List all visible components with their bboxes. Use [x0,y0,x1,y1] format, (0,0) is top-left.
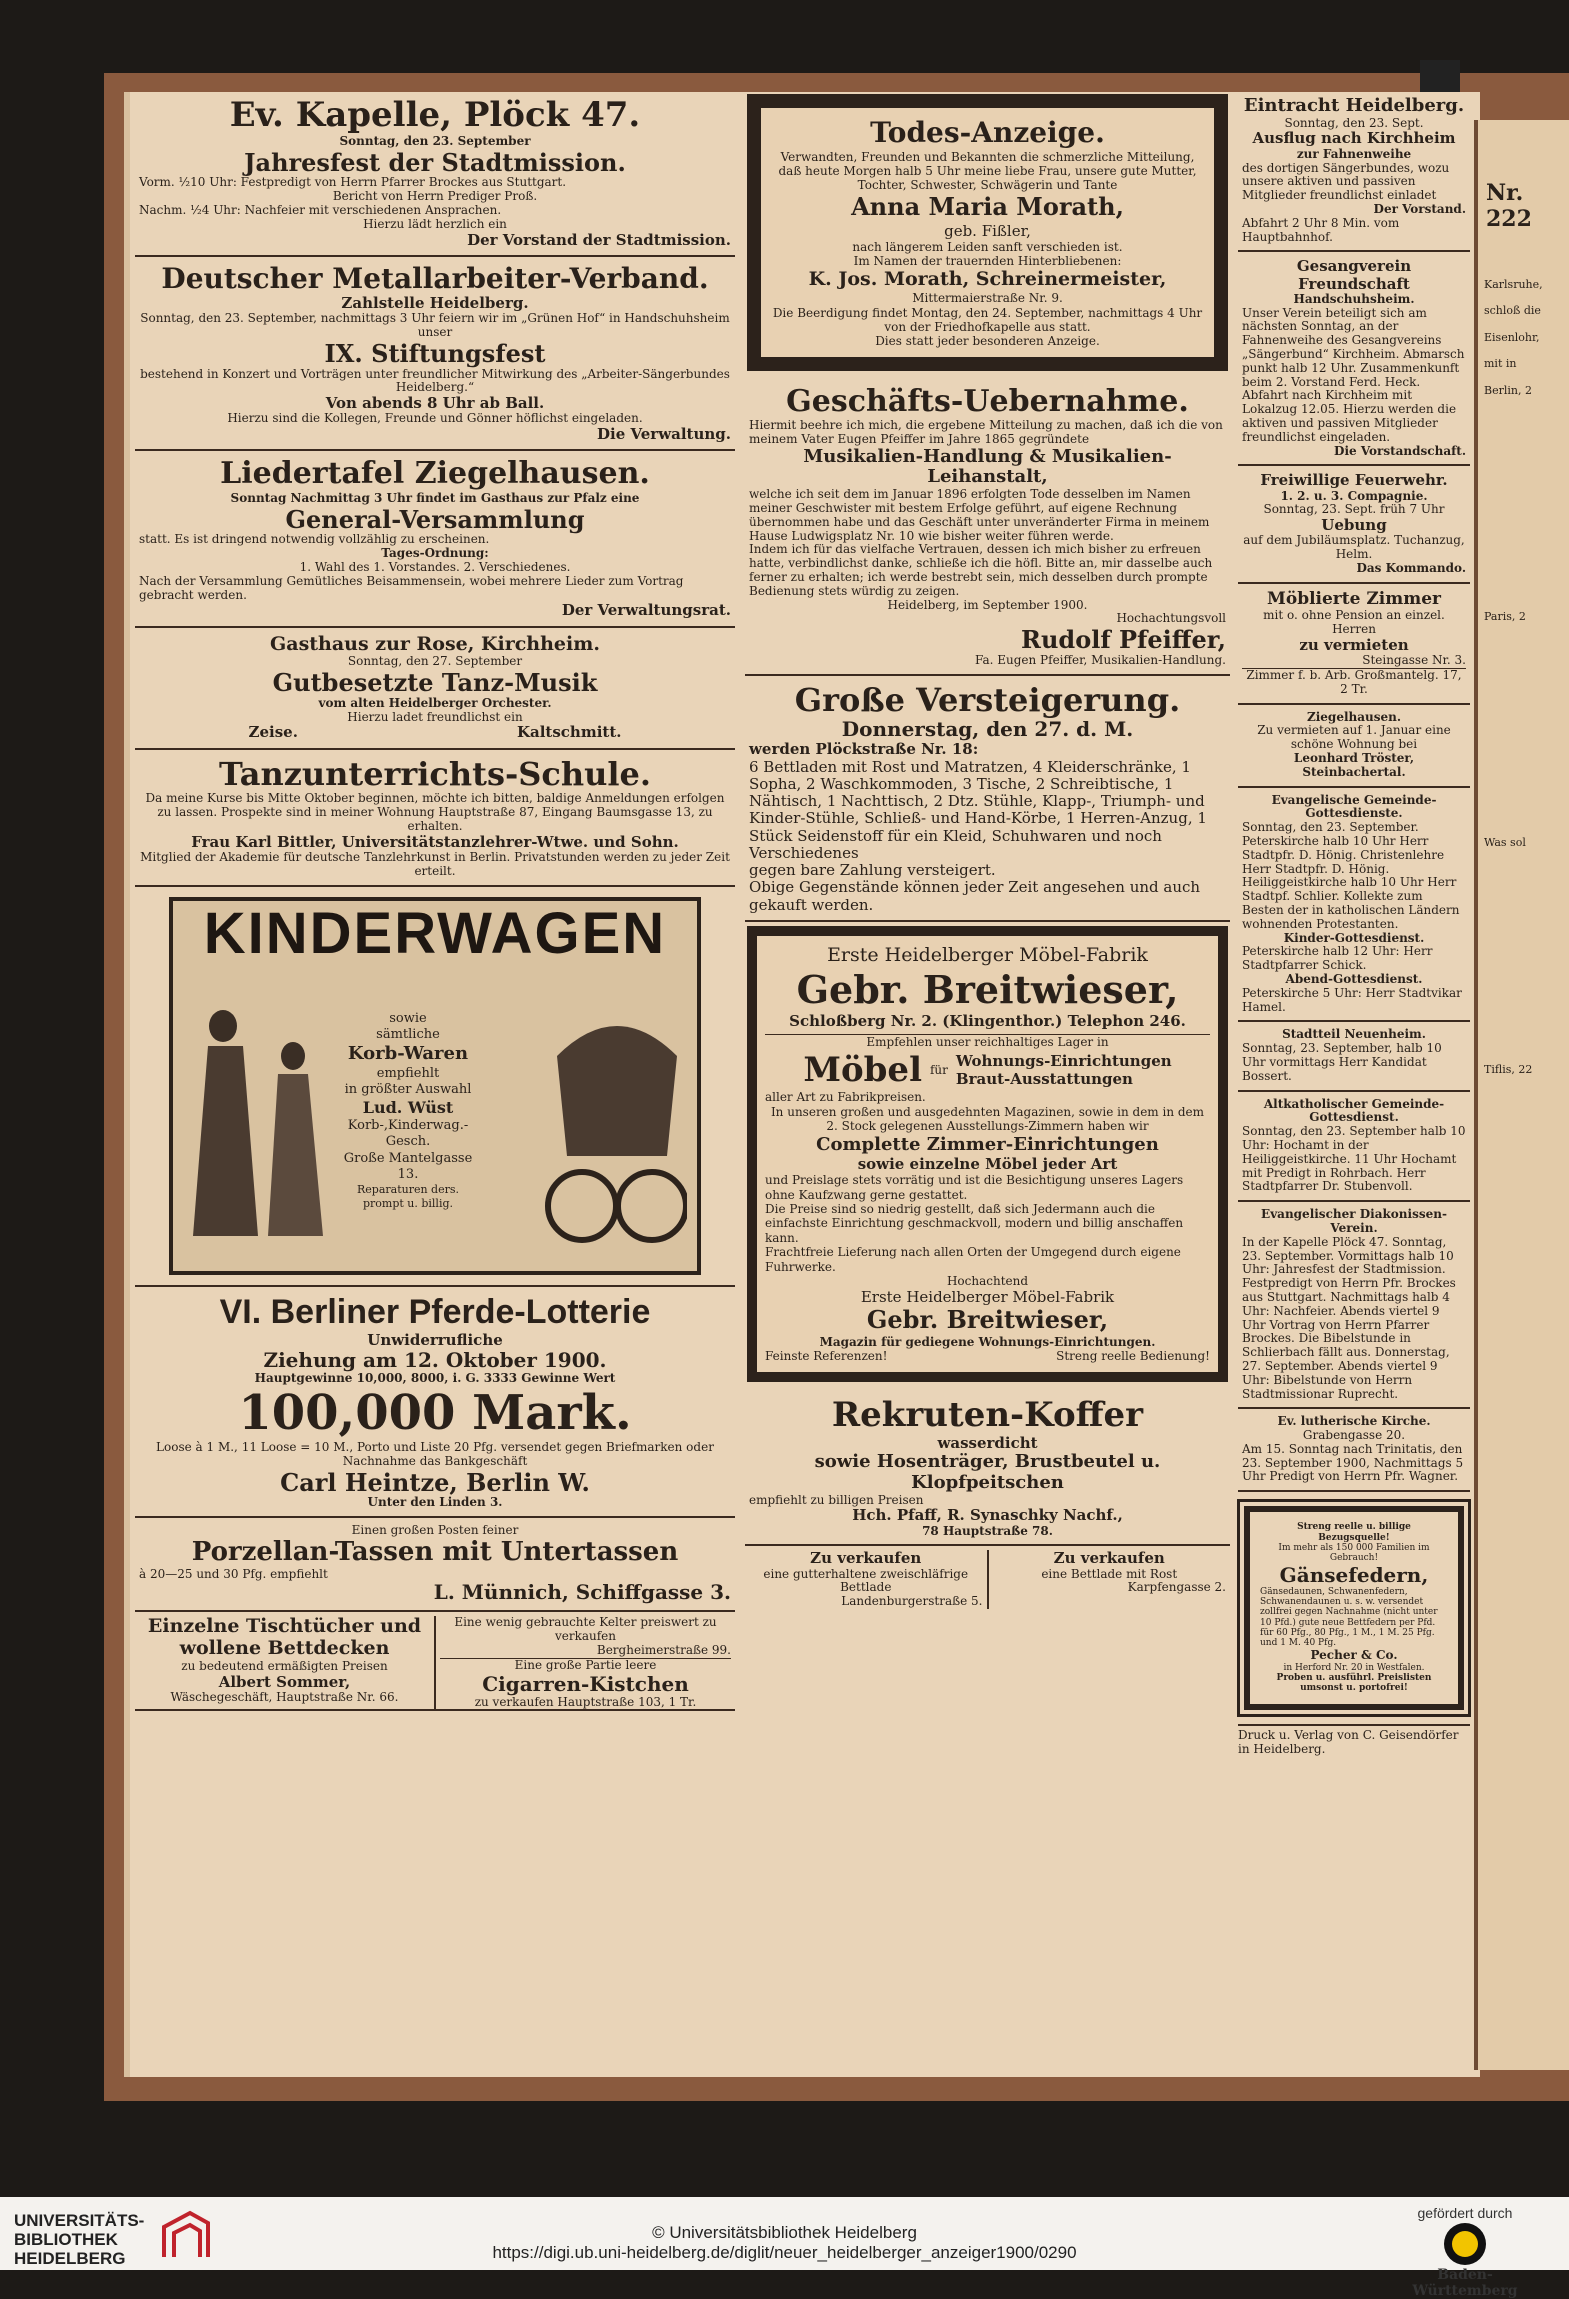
ad-zimmer: Möblierte Zimmer mit o. ohne Pension an einzel. Herren zu vermieten Steingasse Nr. 3. Zimmer f. b. Arb. Großmantelg. 17, 2 Tr. [1238,584,1470,705]
column-3 [1238,90,1470,1756]
ad-row-verkauf [745,1546,1230,1609]
ub-logo-text[interactable]: UNIVERSITÄTS- BIBLIOTHEK HEIDELBERG [14,2211,145,2269]
permalink[interactable]: https://digi.ub.uni-heidelberg.de/diglit/neuer_heidelberger_anzeiger1900/0290 [492,2243,1077,2263]
ad-tanzschule: Tanzunterrichts-Schule. Da meine Kurse bis Mitte Oktober beginnen, möchte ich bitten, baldige Anmeldungen erfolgen zu lassen. Prospekte sind in meiner Wohnung Hauptstraße 87, Eingang Baumsgasse 13, zu erhalten. Frau Karl Bittler, Universitätstanzlehrer-Wtwe. und Sohn. Mitglied der Akademie für deutsche Tanzlehrkunst in Berlin. Privatstunden werden zu jeder Zeit erteilt. [135,750,735,887]
ad-porzellan: Einen großen Posten feiner Porzellan-Tassen mit Untertassen à 20—25 und 30 Pfg. empfiehlt L. Münnich, Schiffgasse 3. [135,1518,735,1612]
viewer-footer [0,2197,1569,2299]
ad-lotterie: VI. Berliner Pferde-Lotterie Unwiderrufliche Ziehung am 12. Oktober 1900. Hauptgewinne 10,000, 8000, i. G. 3333 Gewinne Wert 100,000 Mark. Loose à 1 M., 11 Loose = 10 M., Porto und Liste 20 Pfg. versendet gegen Briefmarken oder Nachnahme das Bankgeschäft Carl Heintze, Berlin W. Unter den Linden 3. [135,1287,735,1518]
pram-drawing [537,996,687,1256]
ad-keller: Eine wenig gebrauchte Kelter preiswert zu verkaufen Bergheimerstraße 99. Eine große Partie leere Cigarren-Kistchen zu verkaufen Hauptstraße 103, 1 Tr. [434,1616,735,1709]
footer-center [0,2223,1569,2264]
ad-gottesdienste: Evangelische Gemeinde-Gottesdienste. Sonntag, den 23. September. Peterskirche halb 10 Uhr Herr Stadtpfr. D. Hönig. Christenlehre Herr Stadtpfr. D. Hönig. Heiliggeistkirche halb 10 Uhr Herr Stadtpf. Schlier. Kollekte zum Besten der in katholischen Ländern wohnenden Protestanten. Kinder-Gottesdienst. Peterskirche halb 12 Uhr: Herr Stadtpfarrer Schick. Abend-Gottesdienst. Peterskirche 5 Uhr: Herr Stadtvikar Hamel. [1238,788,1470,1023]
column-1 [135,90,735,1711]
ad-tischtuecher: Einzelne Tischtücher und wollene Bettdecken zu bedeutend ermäßigten Preisen Albert Sommer, Wäschegeschäft, Hauptstraße Nr. 66. [147,1615,422,1705]
kapelle-title: Ev. Kapelle, Plöck 47. [229,95,641,135]
imprint: Druck u. Verlag von C. Geisendörfer in Heidelberg. [1238,1724,1470,1756]
adjacent-page-header: Nr. 222 [1486,180,1532,232]
copyright-text: © Universitätsbibliothek Heidelberg [652,2223,917,2242]
ad-row-bottom [135,1612,735,1711]
ad-todesanzeige: Todes-Anzeige. Verwandten, Freunden und Bekannten die schmerzliche Mitteilung, daß heute Morgen halb 5 Uhr meine liebe Frau, unsere gute Mutter, Tochter, Schwester, Schwägerin und Tante Anna Maria Morath, geb. Fißler, nach längerem Leiden sanft verschieden ist. Im Namen der trauernden Hinterbliebenen: K. Jos. Morath, Schreinermeister, Mittermaierstraße Nr. 9. Die Beerdigung findet Montag, den 24. September, nachmittags 4 Uhr von der Friedhofkapelle aus statt. Dies statt jeder besonderen Anzeige. [747,94,1228,371]
adjacent-page [1474,120,1569,2070]
ad-gaensefedern: Streng reelle u. billige Bezugsquelle! Im mehr als 150 000 Familien im Gebrauch! Gänsefedern, Gänsedaunen, Schwanenfedern, Schwanendaunen u. s. w. versendet zollfrei gegen Nachnahme (nicht unter 10 Pfd.) gute neue Bettfedern per Pfd. für 60 Pfg., 80 Pfg., 1 M., 1 M. 25 Pfg. und 1 M. 40 Pfg. Pecher & Co. in Herford Nr. 20 in Westfalen. Proben u. ausführl. Preislisten umsonst u. portofrei! [1244,1506,1464,1709]
ad-diakonissen: Evangelischer Diakonissen-Verein. In der Kapelle Plöck 47. Sonntag, 23. September. Vormittags halb 10 Uhr: Jahresfest der Stadtmission. Festpredigt von Herrn Pfr. Brockes aus Stuttgart. Nachmittags halb 4 Uhr: Nachfeier. Abends viertel 9 Uhr Vortrag von Herrn Pfarrer Brockes. Die Bibelstunde in Schlierbach fällt aus. Donnerstag, 27. September. Abends viertel 9 Uhr: Bibelstunde von Herrn Stadtmissionar Ruprecht. [1238,1202,1470,1409]
ad-kapelle: Ev. Kapelle, Plöck 47. Sonntag, den 23. September Jahresfest der Stadtmission. Vorm. ½10 Uhr: Festpredigt von Herrn Pfarrer Brockes aus Stuttgart. Bericht von Herrn Prediger Proß. Nachm. ½4 Uhr: Nachfeier mit verschiedenen Ansprachen. Hierzu lädt herzlich ein Der Vorstand der Stadtmission. [135,90,735,257]
ad-lutherisch: Ev. lutherische Kirche. Grabengasse 20. Am 15. Sonntag nach Trinitatis, den 23. September 1900, Nachmittags 5 Uhr Predigt von Herrn Pfr. Wagner. [1238,1409,1470,1492]
ad-verkauf-2: Zu verkaufen eine Bettlade mit Rost Karpfengasse 2. [987,1550,1231,1609]
ad-versteigerung: Große Versteigerung. Donnerstag, den 27. d. M. werden Plöckstraße Nr. 18: 6 Bettladen mit Rost und Matratzen, 4 Kleiderschränke, 1 Sopha, 2 Waschkommoden, 3 Tische, 2 Schreibtische, 1 Nähtisch, 1 Nachttisch, 2 Dtz. Stühle, Klapp-, Triumph- und Kinder-Stühle, Schließ- und Hand-Körbe, 1 Herren-Anzug, 1 Stück Seidenstoff für ein Kleid, Schuhwaren und noch Verschiedenes gegen bare Zahlung versteigert. Obige Gegenstände können jeder Zeit angesehen und auch gekauft werden. [745,676,1230,922]
adjacent-page-text: Karlsruhe, schloß die Eisenlohr, mit in Berlin, 2 Paris, 2 Was sol Tiflis, 22 [1484,278,1543,1076]
funding-note: gefördert durch Baden-Württemberg [1412,2205,1518,2299]
ad-rekruten: Rekruten-Koffer wasserdicht sowie Hosenträger, Brustbeutel u. Klopfpeitschen empfiehlt zu billigen Preisen Hch. Pfaff, R. Synaschky Nachf., 78 Hauptstraße 78. [745,1390,1230,1547]
ad-geschaeft: Geschäfts-Uebernahme. Hiermit beehre ich mich, die ergebene Mitteilung zu machen, daß ich die von meinem Vater Eugen Pfeiffer im Jahre 1865 gegründete Musikalien-Handlung & Musikalien-Leihanstalt, welche ich seit dem im Januar 1896 erfolgten Tode desselben im Namen meiner Geschwister mit bestem Erfolge geführt, auf eigene Rechnung übernommen habe und das Geschäft unter unveränderter Firma in meinem Hause Ludwigsplatz Nr. 10 wie bisher weiter führen werde. Indem ich für das vielfache Vertrauen, dessen ich mich bisher zu erfreuen hatte, verbindlichst danke, schließe ich die höfl. Bitte an, mir dasselbe auch ferner zu erhalten; ich werde bestrebt sein, mich desselben durch prompte Bedienung stets würdig zu zeigen. Heidelberg, im September 1900. Hochachtungsvoll Rudolf Pfeiffer, Fa. Eugen Pfeiffer, Musikalien-Handlung. [745,379,1230,676]
ad-liedertafel: Liedertafel Ziegelhausen. Sonntag Nachmittag 3 Uhr findet im Gasthaus zur Pfalz eine General-Versammlung statt. Es ist dringend notwendig vollzählig zu erscheinen. Tages-Ordnung: 1. Wahl des 1. Vorstandes. 2. Verschiedenes. Nach der Versammlung Gemütliches Beisammensein, wobei mehrere Lieder zum Vortrag gebracht werden. Der Verwaltungsrat. [135,451,735,627]
ad-neuenheim: Stadtteil Neuenheim. Sonntag, 23. September, halb 10 Uhr vormittags Herr Kandidat Bossert. [1238,1022,1470,1091]
ad-rose: Gasthaus zur Rose, Kirchheim. Sonntag, den 27. September Gutbesetzte Tanz-Musik vom alten Heidelberger Orchester. Hierzu ladet freundlichst ein Zeise. Kaltschmitt. [135,628,735,750]
ad-gesangverein: Gesangverein Freundschaft Handschuhsheim. Unser Verein beteiligt sich am nächsten Sonntag, an der Fahnenweihe des Gesangvereins „Sängerbund“ Kirchheim. Abmarsch punkt halb 12 Uhr. Zusammenkunft beim 2. Vorstand Ferd. Heck. Abfahrt nach Kirchheim mit Lokalzug 12.05. Hierzu werden die aktiven und passiven Mitglieder freundlichst eingeladen. Die Vorstandschaft. [1238,252,1470,466]
kinderwagen-illustration: KINDERWAGEN sowie sämtliche Korb-Waren empfiehlt in größter Auswahl Lud. Wüst Korb-,Kinderwag.-Gesch. Große Mantelgasse 13. Reparaturen ders. prompt u. billig. [169,897,701,1275]
ad-ziegelhausen: Ziegelhausen. Zu vermieten auf 1. Januar eine schöne Wohnung bei Leonhard Tröster, Steinbachertal. [1238,705,1470,788]
ad-altkatholisch: Altkatholischer Gemeinde-Gottesdienst. Sonntag, den 23. September halb 10 Uhr: Hochamt in der Heiliggeistkirche. 11 Uhr Hochamt mit Predigt in Rohrbach. Herr Stadtpfarrer Dr. Stubenvoll. [1238,1092,1470,1203]
ad-kinderwagen [135,887,735,1287]
ad-eintracht: Eintracht Heidelberg. Sonntag, den 23. Sept. Ausflug nach Kirchheim zur Fahnenweihe des dortigen Sängerbundes, wozu unsere aktiven und passiven Mitglieder freundlichst einladet Der Vorstand. Abfahrt 2 Uhr 8 Min. vom Hauptbahnhof. [1238,90,1470,252]
ad-feuerwehr: Freiwillige Feuerwehr. 1. 2. u. 3. Compagnie. Sonntag, 23. Sept. früh 7 Uhr Uebung auf dem Jubiläumsplatz. Tuchanzug, Helm. Das Kommando. [1238,466,1470,583]
state-seal-icon [1444,2223,1486,2265]
ad-metallarbeiter: Deutscher Metallarbeiter-Verband. Zahlstelle Heidelberg. Sonntag, den 23. September, nachmittags 3 Uhr feiern wir im „Grünen Hof“ in Handschuhsheim unser IX. Stiftungsfest bestehend in Konzert und Vorträgen unter freundlicher Mitwirkung des „Arbeiter-Sängerbundes Heidelberg.“ Von abends 8 Uhr ab Ball. Hierzu sind die Kollegen, Freunde und Gönner höflichst eingeladen. Die Verwaltung. [135,257,735,452]
ad-moebelfabrik: Erste Heidelberger Möbel-Fabrik Gebr. Breitwieser, Schloßberg Nr. 2. (Klingenthor.) Telephon 246. Empfehlen unser reichhaltiges Lager in Möbel für Wohnungs-Einrichtungen Braut-Ausstattungen aller Art zu Fabrikpreisen. In unseren großen und ausgedehnten Magazinen, sowie in dem in dem 2. Stock gelegenen Ausstellungs-Zimmern haben wir Complette Zimmer-Einrichtungen sowie einzelne Möbel jeder Art und Preislage stets vorrätig und ist die Besichtigung unseres Lagers ohne Kaufzwang gerne gestattet. Die Preise sind so niedrig gestellt, daß sich Jedermann auch die einfachste Einrichtung geschmackvoll, modern und billig anschaffen kann. Frachtfreie Lieferung nach allen Orten der Umgegend durch eigene Fuhrwerke. Hochachtend Erste Heidelberger Möbel-Fabrik Gebr. Breitwieser, Magazin für gediegene Wohnungs-Einrichtungen. Feinste Referenzen! Streng reelle Bedienung! [747,926,1228,1382]
figures-drawing [183,996,333,1256]
column-2 [745,90,1230,1609]
ad-verkauf-1: Zu verkaufen eine gutterhaltene zweischläfrige Bettlade Landenburgerstraße 5. [763,1549,983,1609]
